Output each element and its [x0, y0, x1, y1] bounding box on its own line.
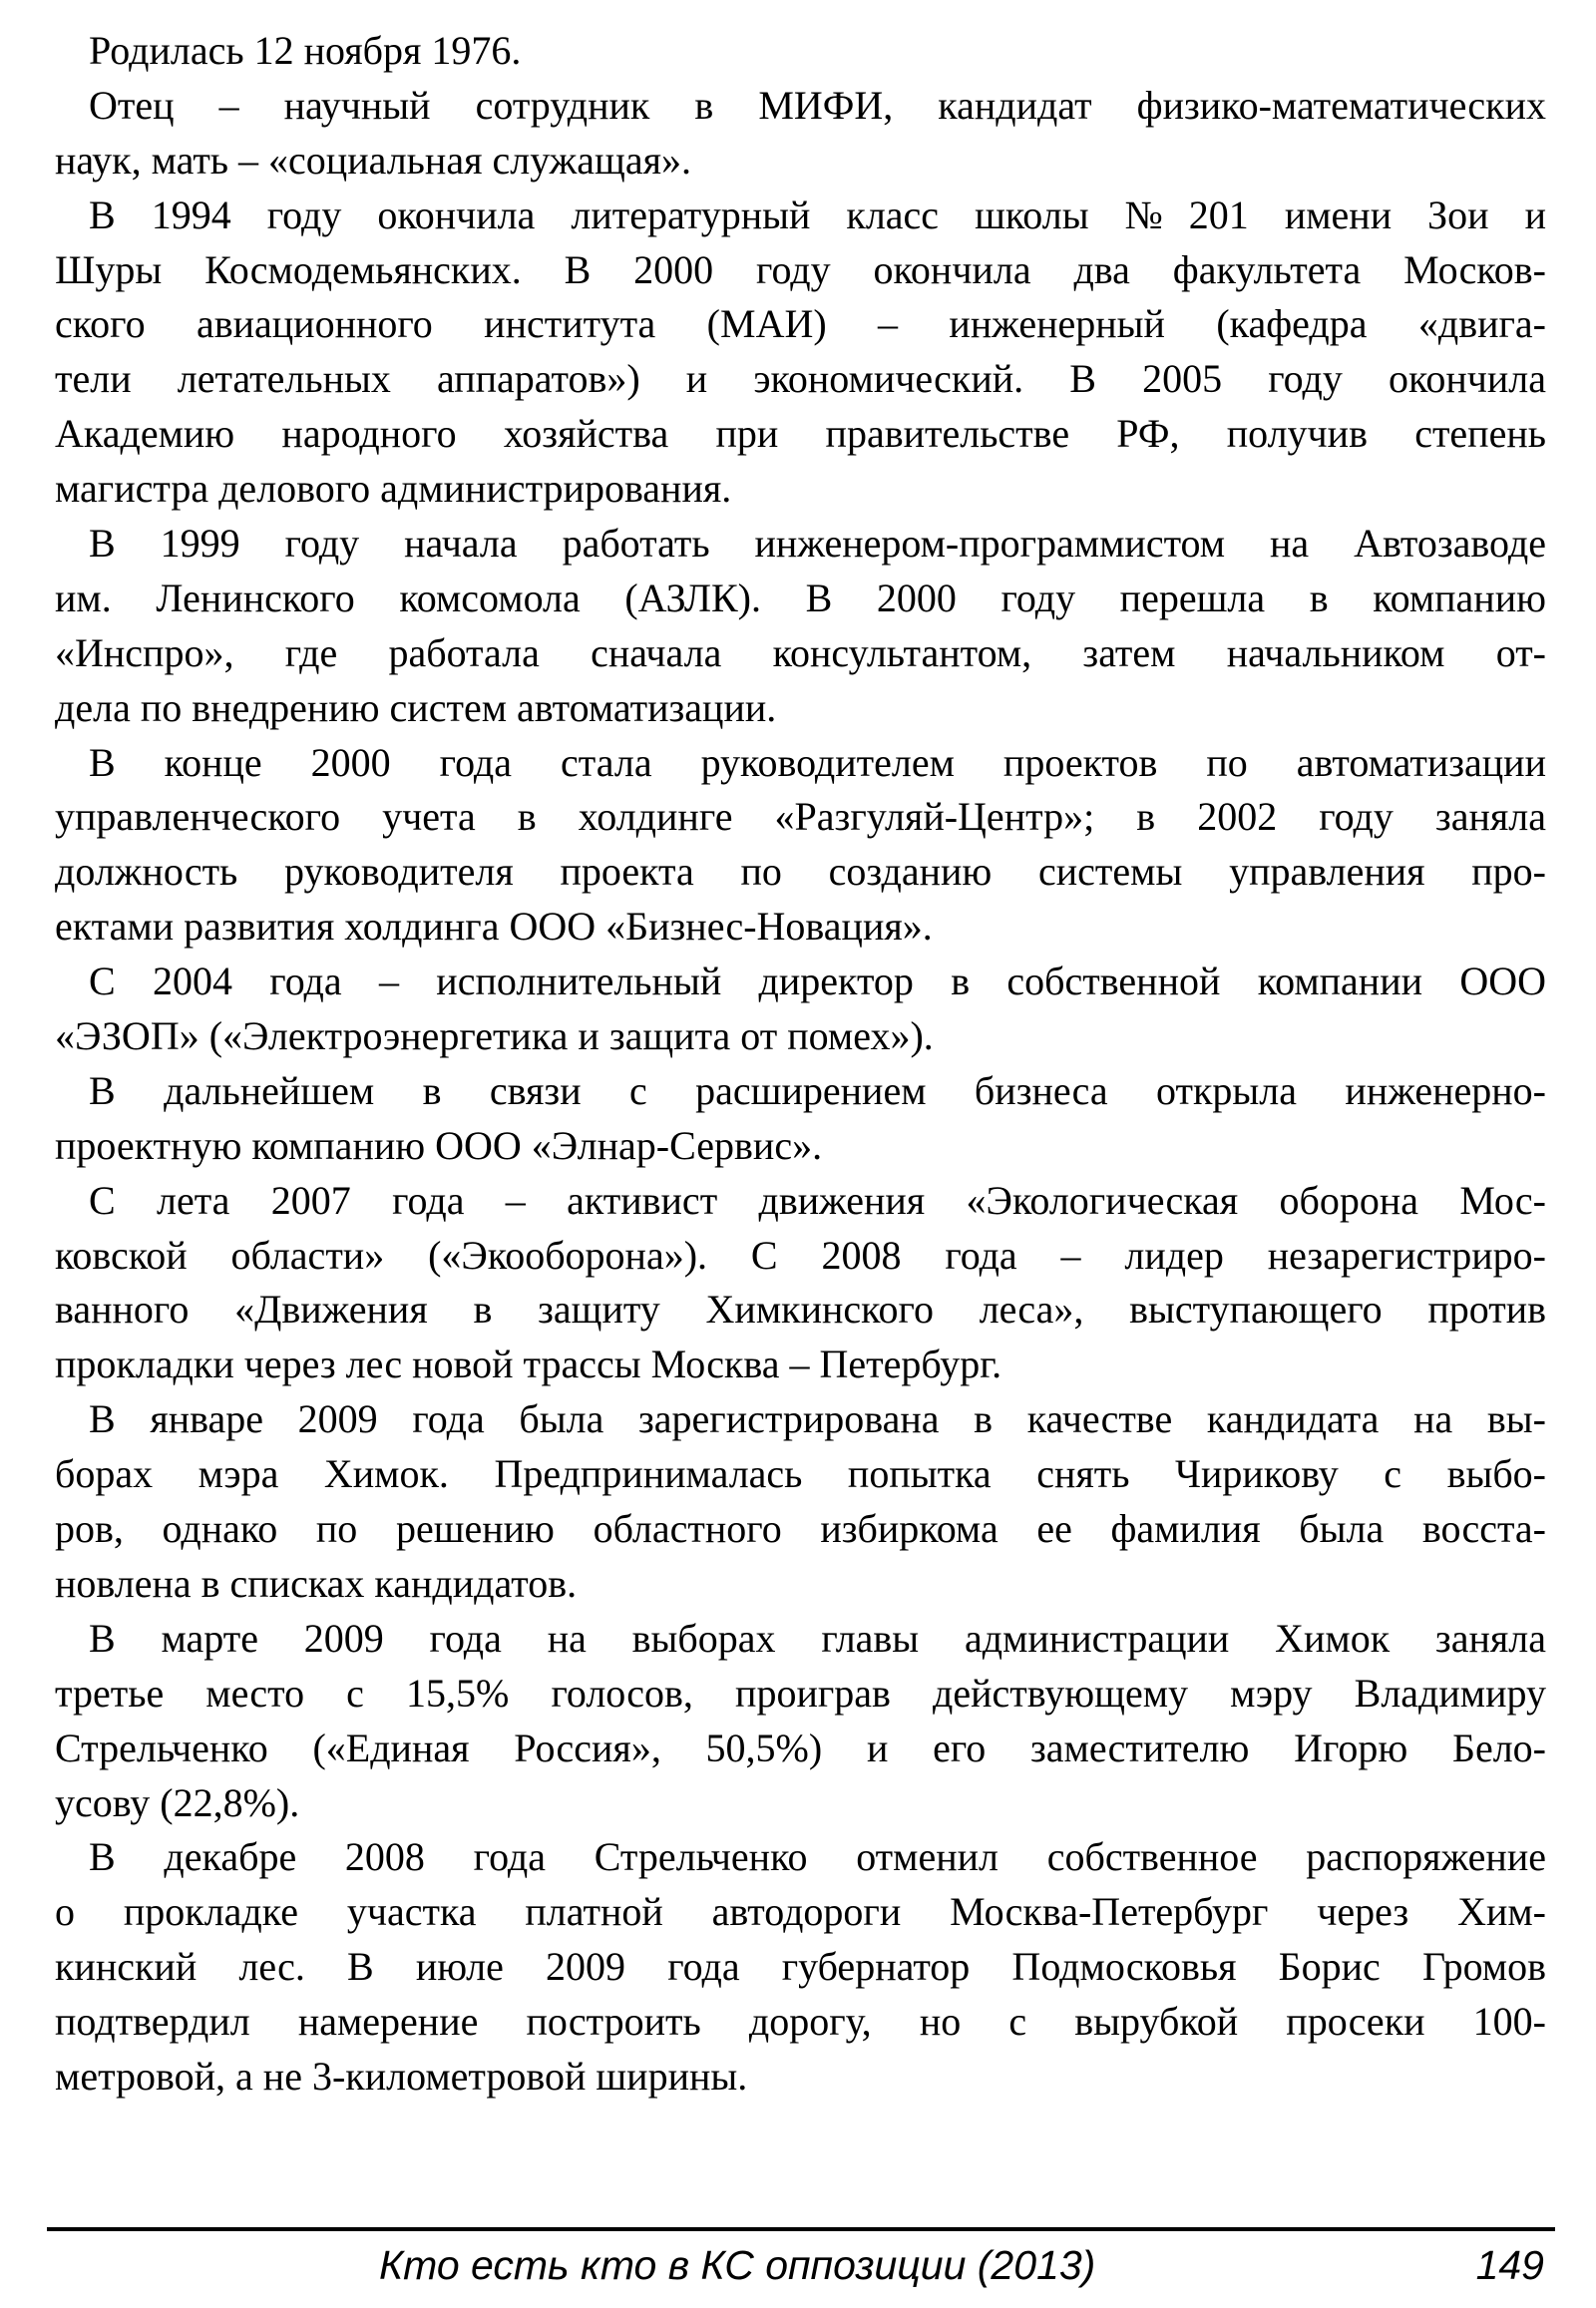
- footer-title: Кто есть кто в КС оппозиции (2013): [379, 2242, 1096, 2288]
- text-line: Стрельченко («Единая Россия», 50,5%) и его заместителю Игорю Бело-: [55, 1725, 1546, 1770]
- text-line: Шуры Космодемьянских. В 2000 году окончила два факультета Москов-: [55, 246, 1546, 292]
- page-number: 149: [1475, 2242, 1544, 2288]
- text-line: ского авиационного института (МАИ) – инженерный (кафедра «двига-: [55, 301, 1546, 347]
- text-line: усову (22,8%).: [55, 1779, 300, 1825]
- text-line: С 2004 года – исполнительный директор в собственной компании ООО: [89, 959, 1546, 1004]
- paragraph: [55, 517, 1546, 736]
- body-text: [55, 24, 1546, 2105]
- paragraph: [55, 189, 1546, 517]
- text-line: В январе 2009 года была зарегистрирована в качестве кандидата на вы-: [89, 1396, 1546, 1442]
- paragraph: [55, 1392, 1546, 1612]
- text-line: В 1994 году окончила литературный класс школы №201 имени Зои и: [89, 192, 1546, 237]
- text-line: магистра делового администрирования.: [55, 466, 732, 512]
- text-line: третье место с 15,5% голосов, проиграв действующему мэру Владимиру: [55, 1670, 1546, 1716]
- paragraph: [55, 1174, 1546, 1393]
- text-line: Академию народного хозяйства при правительстве РФ, получив степень: [55, 411, 1546, 457]
- text-line: кинский лес. В июле 2009 года губернатор Подмосковья Борис Громов: [55, 1944, 1546, 1990]
- text-line: В 1999 году начала работать инженером-программистом на Автозаводе: [89, 521, 1546, 567]
- paragraph: [55, 736, 1546, 956]
- footer-rule: [47, 2227, 1555, 2231]
- text-line: подтвердил намерение построить дорогу, но с вырубкой просеки 100-: [55, 1999, 1546, 2045]
- text-line: тели летательных аппаратов») и экономический. В 2005 году окончила: [55, 356, 1546, 402]
- text-line: Отец – научный сотрудник в МИФИ, кандидат физико-математических: [89, 82, 1546, 128]
- text-line: ковской области» («Экооборона»). С 2008 года – лидер незарегистриро-: [55, 1232, 1546, 1278]
- text-line: ров, однако по решению областного избиркома ее фамилия была восста-: [55, 1506, 1546, 1552]
- text-line: ванного «Движения в защиту Химкинского леса», выступающего против: [55, 1287, 1546, 1333]
- text-line: им. Ленинского комсомола (АЗЛК). В 2000 году перешла в компанию: [55, 575, 1546, 620]
- text-line: В декабре 2008 года Стрельченко отменил собственное распоряжение: [89, 1834, 1546, 1880]
- text-line: «Инспро», где работала сначала консультантом, затем начальником от-: [55, 629, 1546, 675]
- text-line: В марте 2009 года на выборах главы администрации Химок заняла: [89, 1615, 1546, 1661]
- text-line: ектами развития холдинга ООО «Бизнес-Новация».: [55, 904, 933, 950]
- paragraph: [55, 1064, 1546, 1174]
- text-line: прокладки через лес новой трассы Москва – Петербург.: [55, 1342, 1002, 1387]
- text-line: наук, мать – «социальная служащая».: [55, 137, 692, 183]
- paragraph: [55, 24, 1546, 79]
- paragraph: [55, 955, 1546, 1064]
- text-line: проектную компанию ООО «Элнар-Сервис».: [55, 1122, 823, 1168]
- text-line: метровой, а не 3-километровой ширины.: [55, 2053, 748, 2099]
- paragraph: [55, 1830, 1546, 2104]
- text-line: о прокладке участка платной автодороги Москва-Петербург через Хим-: [55, 1889, 1546, 1935]
- text-line: «ЭЗОП» («Электроэнергетика и защита от помех»).: [55, 1013, 934, 1059]
- text-line: С лета 2007 года – активист движения «Экологическая оборона Мос-: [89, 1177, 1546, 1223]
- text-line: Родилась 12 ноября 1976.: [89, 28, 522, 73]
- paragraph: [55, 79, 1546, 189]
- text-line: дела по внедрению систем автоматизации.: [55, 684, 777, 730]
- text-line: управленческого учета в холдинге «Разгуляй-Центр»; в 2002 году заняла: [55, 794, 1546, 840]
- text-line: новлена в списках кандидатов.: [55, 1560, 578, 1606]
- text-line: В дальнейшем в связи с расширением бизнеса открыла инженерно-: [89, 1067, 1546, 1113]
- paragraph: [55, 1612, 1546, 1831]
- text-line: В конце 2000 года стала руководителем проектов по автоматизации: [89, 739, 1546, 785]
- text-line: должность руководителя проекта по созданию системы управления про-: [55, 849, 1546, 895]
- text-line: борах мэра Химок. Предпринималась попытка снять Чирикову с выбо-: [55, 1451, 1546, 1497]
